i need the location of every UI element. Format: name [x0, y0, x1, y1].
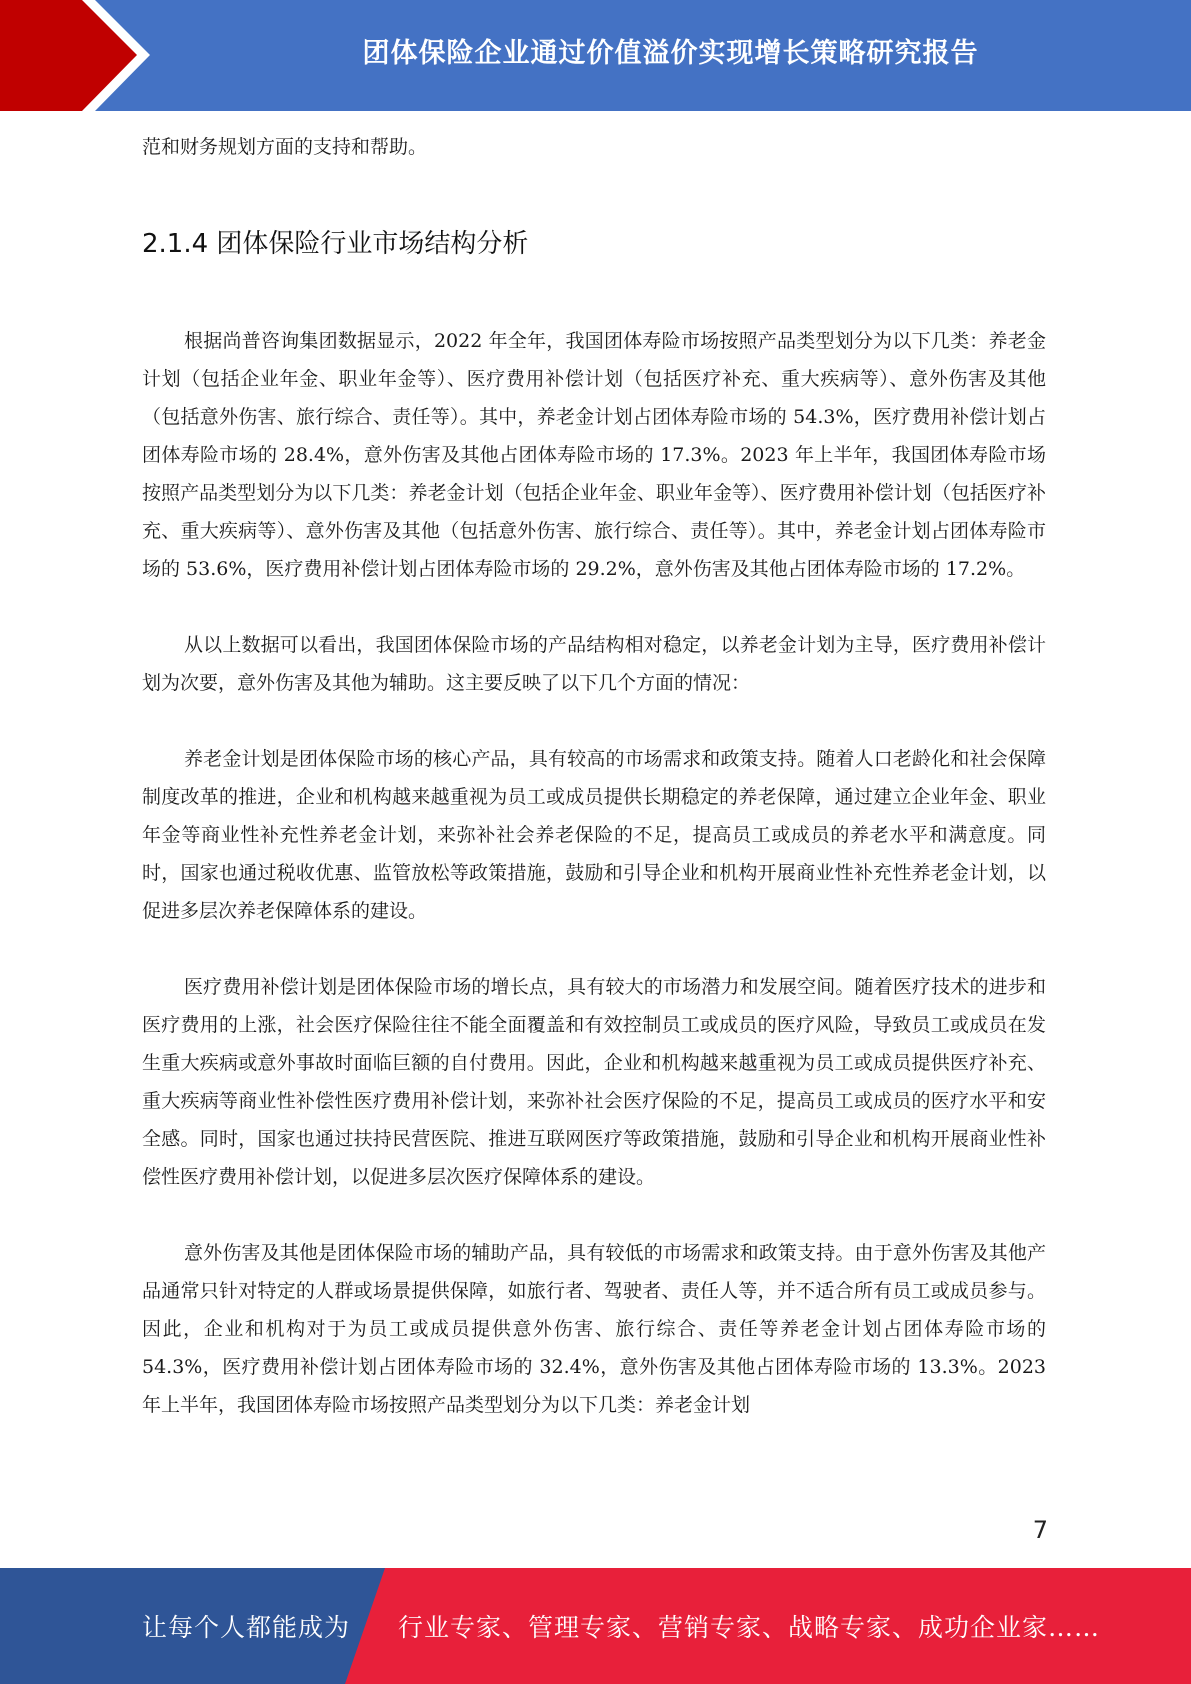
paragraph-pension-plans: 养老金计划是团体保险市场的核心产品，具有较高的市场需求和政策支持。随着人口老龄化和社会保障制度改革的推进，企业和机构越来越重视为员工或成员提供长期稳定的养老保障，通过建立企业年金、职业年金等商业性补充性养老金计划，来弥补社会养老保险的不足，提高员工或成员的养老水平和满意度。同时，国家也通过税收优惠、监管放松等政策措施，鼓励和引导企业和机构开展商业性补充性养老金计划，以促进多层次养老保障体系的建设。 [142, 748, 1046, 922]
page-number: 7 [1032, 1516, 1048, 1544]
paragraph-market-data: 根据尚普咨询集团数据显示，2022 年全年，我国团体寿险市场按照产品类型划分为以下几类：养老金计划（包括企业年金、职业年金等）、医疗费用补偿计划（包括医疗补充、重大疾病等）、意外伤害及其他（包括意外伤害、旅行综合、责任等）。其中，养老金计划占团体寿险市场的 54.3%，医疗费用补偿计划占团体寿险市场的 28.4%，意外伤害及其他占团体寿险市场的 17.3%。2023 年上半年，我国团体寿险市场按照产品类型划分为以下几类：养老金计划（包括企业年金、职业年金等）、医疗费用补偿计划（包括医疗补充、重大疾病等）、意外伤害及其他（包括意外伤害、旅行综合、责任等）。其中，养老金计划占团体寿险市场的 53.6%，医疗费用补偿计划占团体寿险市场的 29.2%，意外伤害及其他占团体寿险市场的 17.2%。 [142, 330, 1046, 580]
continued-text: 范和财务规划方面的支持和帮助。 [142, 136, 428, 158]
paragraph-medical-plans: 医疗费用补偿计划是团体保险市场的增长点，具有较大的市场潜力和发展空间。随着医疗技术的进步和医疗费用的上涨，社会医疗保险往往不能全面覆盖和有效控制员工或成员的医疗风险，导致员工或成员在发生重大疾病或意外事故时面临巨额的自付费用。因此，企业和机构越来越重视为员工或成员提供医疗补充、重大疾病等商业性补偿性医疗费用补偿计划，来弥补社会医疗保险的不足，提高员工或成员的医疗水平和安全感。同时，国家也通过扶持民营医院、推进互联网医疗等政策措施，鼓励和引导企业和机构开展商业性补偿性医疗费用补偿计划，以促进多层次医疗保障体系的建设。 [142, 976, 1046, 1188]
page-header [0, 0, 1191, 111]
page-footer [0, 1568, 1191, 1684]
header-chevron-graphic [0, 0, 160, 111]
paragraph-accident-other: 意外伤害及其他是团体保险市场的辅助产品，具有较低的市场需求和政策支持。由于意外伤害及其他产品通常只针对特定的人群或场景提供保障，如旅行者、驾驶者、责任人等，并不适合所有员工或成员参与。因此，企业和机构对于为员工或成员提供意外伤害、旅行综合、责任等养老金计划占团体寿险市场的 54.3%，医疗费用补偿计划占团体寿险市场的 32.4%，意外伤害及其他占团体寿险市场的 13.3%。2023 年上半年，我国团体寿险市场按照产品类型划分为以下几类：养老金计划 [142, 1242, 1046, 1416]
footer-slogan-left: 让每个人都能成为 [142, 1613, 351, 1642]
paragraph-structure-summary: 从以上数据可以看出，我国团体保险市场的产品结构相对稳定，以养老金计划为主导，医疗费用补偿计划为次要，意外伤害及其他为辅助。这主要反映了以下几个方面的情况： [142, 634, 1046, 694]
section-heading: 2.1.4 团体保险行业市场结构分析 [142, 229, 529, 259]
footer-slogan-right: 行业专家、管理专家、营销专家、战略专家、成功企业家…… [398, 1613, 1101, 1642]
document-title: 团体保险企业通过价值溢价实现增长策略研究报告 [362, 37, 979, 69]
page-content [142, 128, 1046, 1424]
